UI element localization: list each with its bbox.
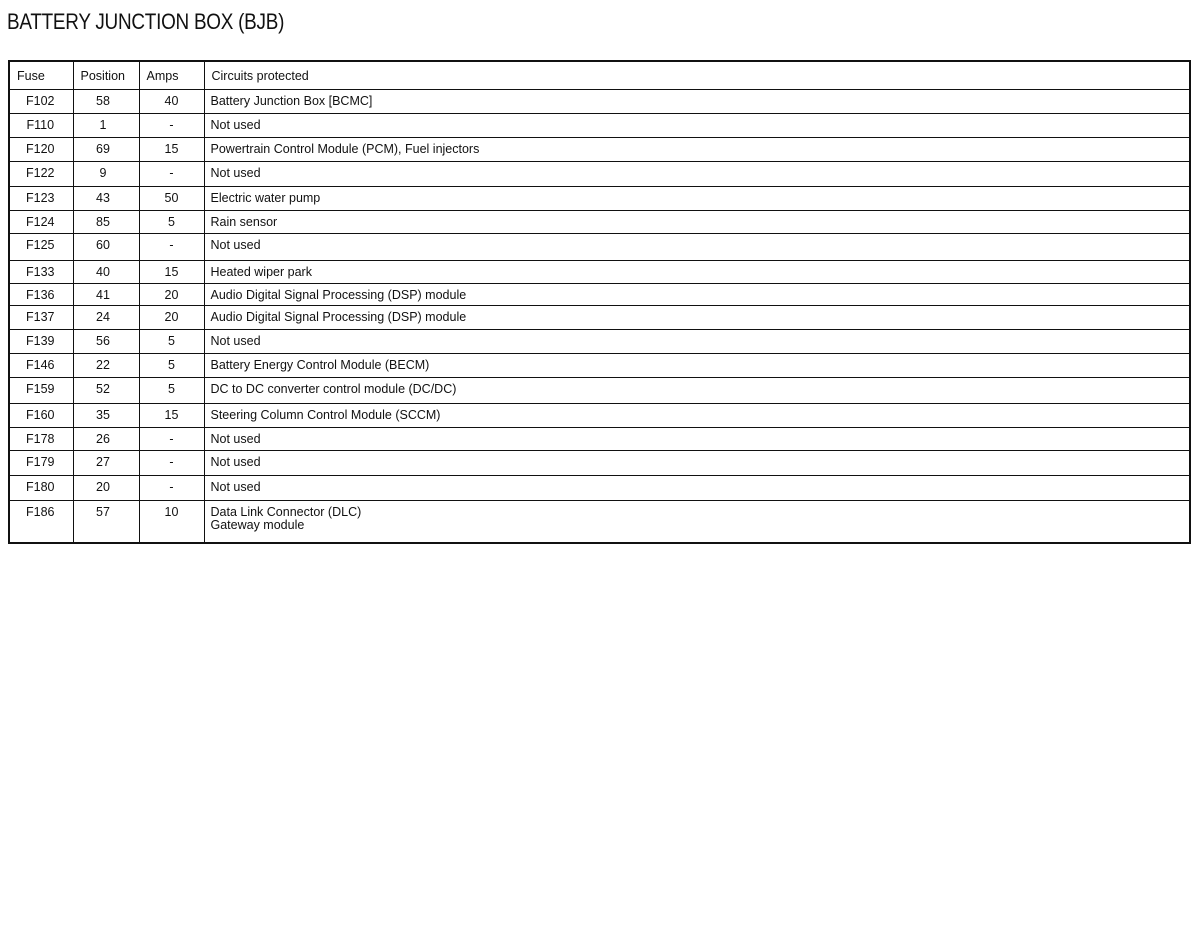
amps-cell: 15	[139, 137, 204, 161]
amps-cell: 20	[139, 305, 204, 329]
fuse-cell: F180	[9, 475, 73, 500]
circuits-cell	[204, 305, 1190, 329]
position-cell: 22	[73, 353, 139, 377]
fuse-table-body	[9, 89, 1190, 543]
fuse-cell: F125	[9, 233, 73, 260]
table-row	[9, 161, 1190, 186]
position-cell: 43	[73, 186, 139, 210]
fuse-cell: F186	[9, 500, 73, 543]
table-row	[9, 233, 1190, 260]
fuse-cell: F123	[9, 186, 73, 210]
fuse-cell: F110	[9, 113, 73, 137]
fuse-table	[8, 60, 1191, 544]
fuse-cell: F137	[9, 305, 73, 329]
header-amps: Amps	[139, 61, 204, 89]
circuit-text: Battery Energy Control Module (BECM)	[210, 357, 430, 372]
table-row	[9, 113, 1190, 137]
amps-cell: 5	[139, 329, 204, 353]
table-row	[9, 89, 1190, 113]
amps-cell: -	[139, 427, 204, 450]
circuit-text: Audio Digital Signal Processing (DSP) module	[210, 309, 467, 324]
fuse-cell: F120	[9, 137, 73, 161]
circuits-cell	[204, 475, 1190, 500]
circuits-cell	[204, 161, 1190, 186]
table-row	[9, 377, 1190, 403]
table-row	[9, 137, 1190, 161]
circuit-text: Powertrain Control Module (PCM), Fuel injectors	[210, 141, 480, 156]
page-title: BATTERY JUNCTION BOX (BJB)	[7, 9, 285, 34]
circuits-cell	[204, 329, 1190, 353]
circuits-cell	[204, 260, 1190, 283]
circuit-text: Audio Digital Signal Processing (DSP) module	[210, 287, 467, 302]
circuits-cell	[204, 186, 1190, 210]
table-row	[9, 450, 1190, 475]
circuits-cell	[204, 377, 1190, 403]
amps-cell: -	[139, 161, 204, 186]
circuits-cell	[204, 283, 1190, 305]
table-row	[9, 283, 1190, 305]
position-cell: 41	[73, 283, 139, 305]
circuit-text: Data Link Connector (DLC)	[210, 504, 362, 519]
circuits-cell	[204, 113, 1190, 137]
fuse-cell: F139	[9, 329, 73, 353]
circuit-text: Not used	[210, 333, 261, 348]
circuits-cell	[204, 353, 1190, 377]
amps-cell: -	[139, 233, 204, 260]
circuits-cell	[204, 233, 1190, 260]
position-cell: 24	[73, 305, 139, 329]
amps-cell: 15	[139, 403, 204, 427]
amps-cell: 5	[139, 210, 204, 233]
fuse-cell: F146	[9, 353, 73, 377]
circuit-text: Battery Junction Box [BCMC]	[210, 93, 373, 108]
circuit-text: Not used	[210, 431, 261, 446]
table-row	[9, 427, 1190, 450]
circuit-text: Not used	[210, 237, 261, 252]
position-cell: 85	[73, 210, 139, 233]
circuits-cell	[204, 403, 1190, 427]
fuse-cell: F159	[9, 377, 73, 403]
table-header-row	[9, 61, 1190, 89]
fuse-cell: F136	[9, 283, 73, 305]
fuse-cell: F179	[9, 450, 73, 475]
table-row	[9, 353, 1190, 377]
circuit-text: Gateway module	[210, 517, 305, 532]
circuits-cell	[204, 500, 1190, 543]
amps-cell: -	[139, 475, 204, 500]
amps-cell: 50	[139, 186, 204, 210]
circuits-cell	[204, 137, 1190, 161]
position-cell: 26	[73, 427, 139, 450]
circuits-cell	[204, 89, 1190, 113]
fuse-cell: F133	[9, 260, 73, 283]
circuit-text: Not used	[210, 479, 261, 494]
circuit-text: Electric water pump	[210, 190, 321, 205]
fuse-cell: F122	[9, 161, 73, 186]
circuits-cell	[204, 427, 1190, 450]
header-fuse: Fuse	[9, 61, 73, 89]
header-circuits: Circuits protected	[204, 61, 1190, 89]
position-cell: 1	[73, 113, 139, 137]
header-position: Position	[73, 61, 139, 89]
circuit-text: Not used	[210, 117, 261, 132]
table-row	[9, 186, 1190, 210]
circuit-text: Heated wiper park	[210, 264, 312, 279]
table-row	[9, 260, 1190, 283]
position-cell: 56	[73, 329, 139, 353]
circuit-text: Steering Column Control Module (SCCM)	[210, 407, 441, 422]
circuit-text: Not used	[210, 454, 261, 469]
amps-cell: 40	[139, 89, 204, 113]
circuit-text: DC to DC converter control module (DC/DC)	[210, 381, 457, 396]
circuits-cell	[204, 210, 1190, 233]
fuse-cell: F102	[9, 89, 73, 113]
position-cell: 35	[73, 403, 139, 427]
amps-cell: 5	[139, 377, 204, 403]
amps-cell: 15	[139, 260, 204, 283]
position-cell: 27	[73, 450, 139, 475]
fuse-cell: F178	[9, 427, 73, 450]
table-row	[9, 210, 1190, 233]
position-cell: 52	[73, 377, 139, 403]
fuse-cell: F160	[9, 403, 73, 427]
circuit-text: Not used	[210, 165, 261, 180]
position-cell: 9	[73, 161, 139, 186]
circuit-text: Rain sensor	[210, 214, 278, 229]
amps-cell: 10	[139, 500, 204, 543]
amps-cell: 5	[139, 353, 204, 377]
position-cell: 58	[73, 89, 139, 113]
position-cell: 57	[73, 500, 139, 543]
table-row	[9, 403, 1190, 427]
table-row	[9, 475, 1190, 500]
position-cell: 20	[73, 475, 139, 500]
table-row	[9, 329, 1190, 353]
table-row	[9, 500, 1190, 543]
position-cell: 40	[73, 260, 139, 283]
circuits-cell	[204, 450, 1190, 475]
amps-cell: -	[139, 113, 204, 137]
amps-cell: -	[139, 450, 204, 475]
position-cell: 60	[73, 233, 139, 260]
fuse-cell: F124	[9, 210, 73, 233]
position-cell: 69	[73, 137, 139, 161]
table-row	[9, 305, 1190, 329]
amps-cell: 20	[139, 283, 204, 305]
